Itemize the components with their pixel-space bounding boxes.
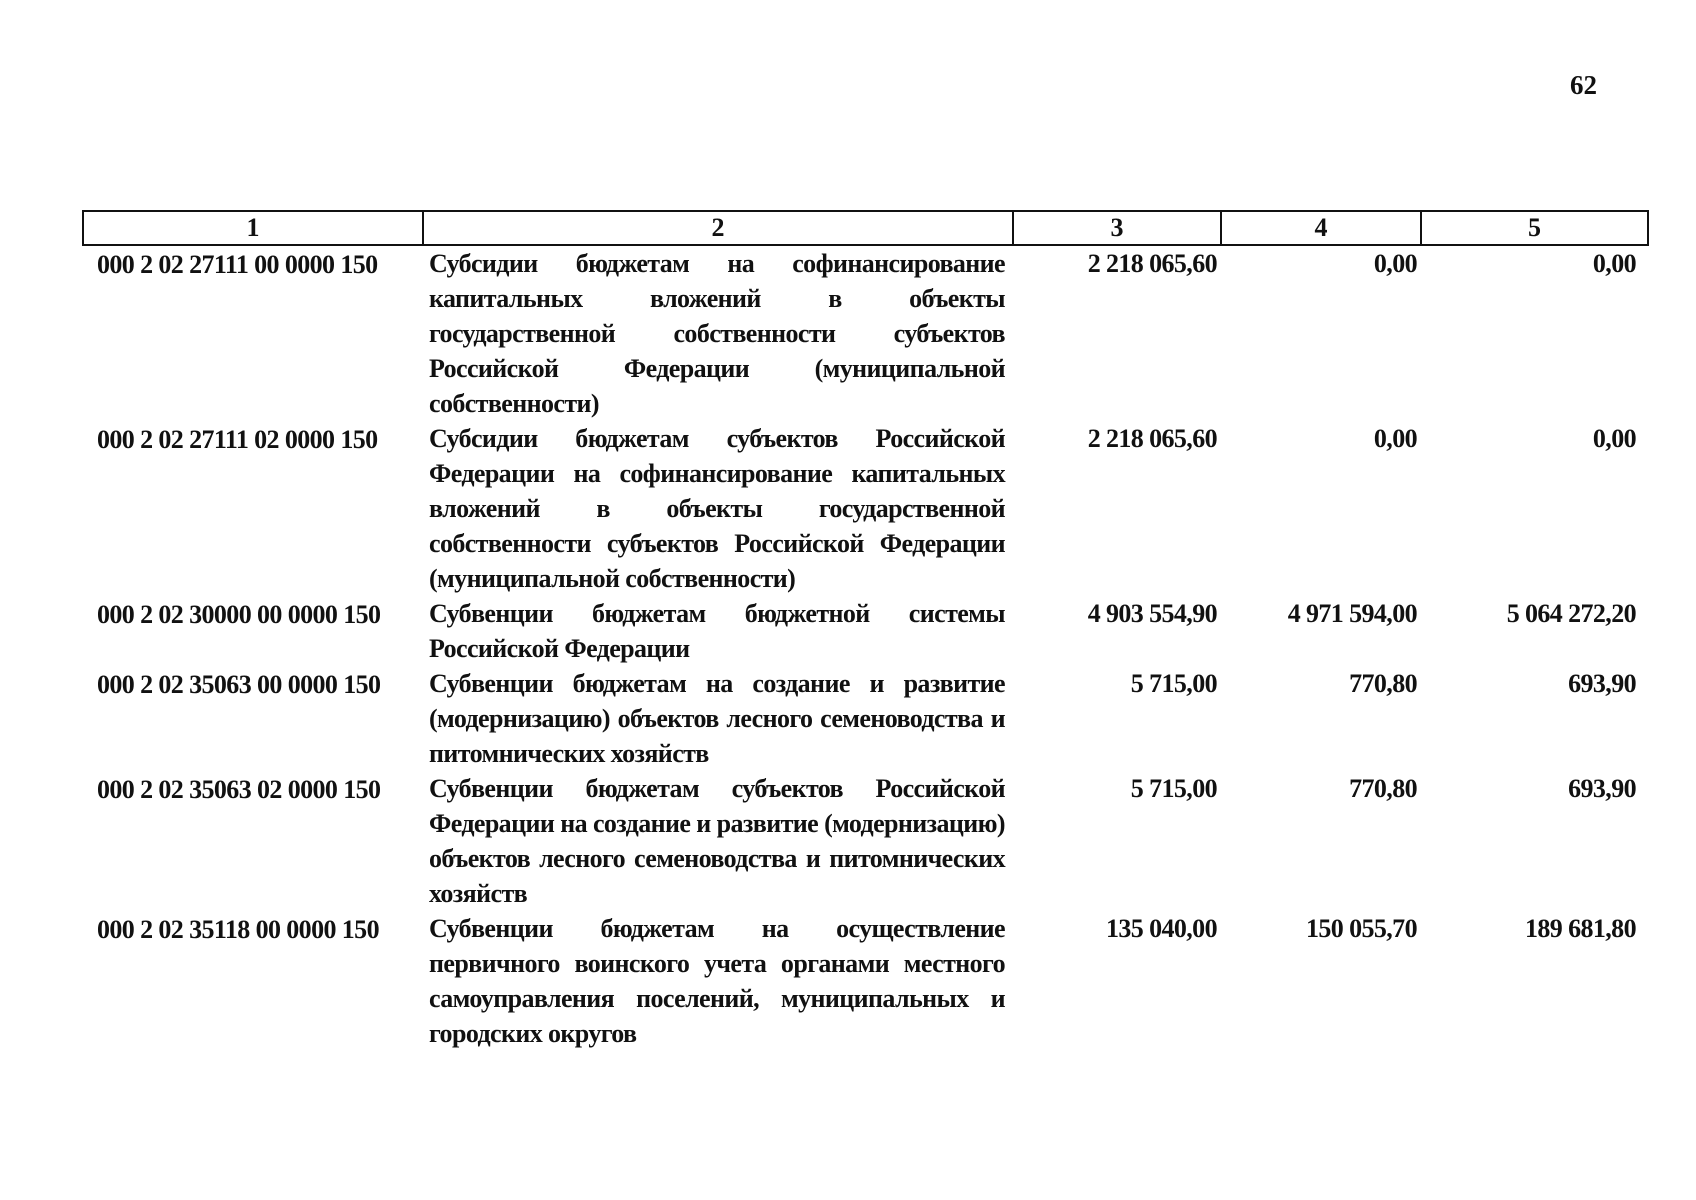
table-row: [83, 245, 1648, 421]
row-value-4: 150 055,70: [1305, 914, 1417, 943]
table-row: [83, 911, 1648, 1051]
row-value-5: 189 681,80: [1524, 914, 1636, 943]
row-value-4: 0,00: [1373, 424, 1417, 453]
table-row: [83, 771, 1648, 911]
table-row: [83, 596, 1648, 666]
row-value-4: 770,80: [1349, 774, 1417, 803]
row-value-4: 0,00: [1373, 249, 1417, 278]
row-name: Субвенции бюджетам на осуществление первичного воинского учета органами местного самоуправления поселений, муниципальных и городских округов: [429, 914, 1005, 1048]
page-number: 62: [1570, 70, 1597, 100]
row-value-4: 770,80: [1349, 669, 1417, 698]
table-row: [83, 666, 1648, 771]
row-name: Субсидии бюджетам на софинансирование капитальных вложений в объекты государственной собственности субъектов Российской Федерации (муниципальной собственности): [429, 249, 1005, 418]
row-value-5: 5 064 272,20: [1506, 599, 1636, 628]
header-col-2: 2: [423, 211, 1013, 245]
row-value-5: 0,00: [1592, 424, 1636, 453]
row-value-5: 693,90: [1568, 774, 1636, 803]
header-col-4: 4: [1221, 211, 1421, 245]
row-value-3: 2 218 065,60: [1087, 424, 1217, 453]
row-value-3: 135 040,00: [1105, 914, 1217, 943]
row-code: 000 2 02 27111 00 0000 150: [97, 250, 378, 279]
budget-table-container: [82, 210, 1647, 1051]
row-value-3: 5 715,00: [1130, 774, 1217, 803]
row-name: Субсидии бюджетам субъектов Российской Федерации на софинансирование капитальных вложений в объекты государственной собственности субъектов Российской Федерации (муниципальной собственности): [429, 424, 1005, 593]
row-value-3: 2 218 065,60: [1087, 249, 1217, 278]
row-value-4: 4 971 594,00: [1287, 599, 1417, 628]
row-code: 000 2 02 27111 02 0000 150: [97, 425, 378, 454]
row-value-5: 0,00: [1592, 249, 1636, 278]
row-name: Субвенции бюджетам бюджетной системы Российской Федерации: [429, 599, 1005, 663]
header-col-1: 1: [83, 211, 423, 245]
budget-table: [82, 210, 1649, 1051]
row-value-3: 5 715,00: [1130, 669, 1217, 698]
row-name: Субвенции бюджетам на создание и развитие (модернизацию) объектов лесного семеноводства и питомнических хозяйств: [429, 669, 1005, 768]
table-body: [83, 245, 1648, 1051]
row-code: 000 2 02 35063 00 0000 150: [97, 670, 381, 699]
table-row: [83, 421, 1648, 596]
header-col-5: 5: [1421, 211, 1648, 245]
row-code: 000 2 02 30000 00 0000 150: [97, 600, 381, 629]
row-value-3: 4 903 554,90: [1087, 599, 1217, 628]
row-name: Субвенции бюджетам субъектов Российской Федерации на создание и развитие (модернизацию) объектов лесного семеноводства и питомнических хозяйств: [429, 774, 1005, 908]
table-header: [83, 211, 1648, 245]
row-code: 000 2 02 35063 02 0000 150: [97, 775, 381, 804]
row-code: 000 2 02 35118 00 0000 150: [97, 915, 379, 944]
header-row: [83, 211, 1648, 245]
row-value-5: 693,90: [1568, 669, 1636, 698]
header-col-3: 3: [1013, 211, 1221, 245]
